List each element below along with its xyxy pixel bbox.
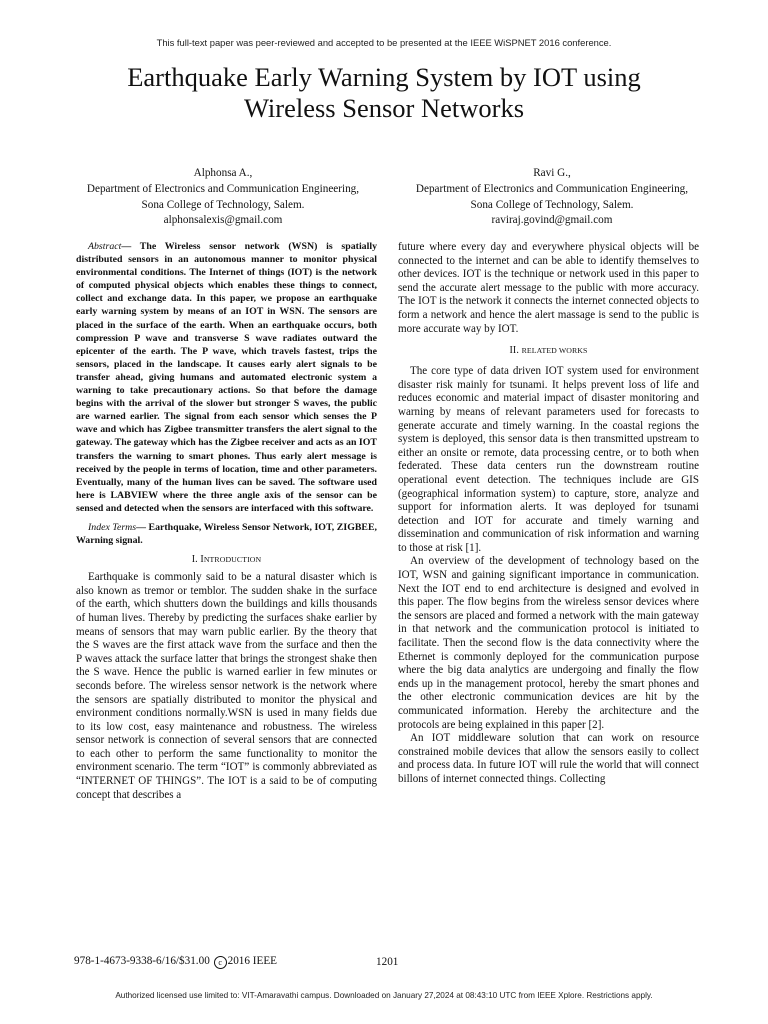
index-terms-text: — Earthquake, Wireless Sensor Network, IOT, ZIGBEE, Warning signal. xyxy=(76,521,378,547)
abstract xyxy=(76,240,377,515)
copyright-icon: c xyxy=(214,956,227,969)
author-name: Alphonsa A., xyxy=(193,167,253,179)
conference-notice: This full-text paper was peer-reviewed and accepted to be presented at the IEEE WiSPNET 2016 conference. xyxy=(156,37,612,48)
introduction-continued-paragraph: future where every day and everywhere physical objects will be connected to the internet and can be able to identify themselves to other devices. IOT is the technique or network used in this paper to send the accurate alert message to the public with more accuracy. The IOT is the network it connects the internet connected objects to form a network and hence the alert massage is send to the public is more accurate way by IOT. xyxy=(398,241,699,335)
author-email: alphonsalexis@gmail.com xyxy=(163,214,283,227)
author-college: Sona College of Technology, Salem. xyxy=(141,198,305,211)
abstract-text: — The Wireless sensor network (WSN) is spatially distributed sensors in an autonomous manner to monitor physical environmental conditions. The Internet of things (IOT) is the network of computed physical objects which enables these things to connect, collect and exchange data. In this paper, we propose an earthquake early warning system by means of an IOT in WSN. The sensors are placed in the surface of the earth. When an earthquake occurs, both compression P wave and transverse S wave radiates outward the epicenter of the earth. The P wave, which travels fastest, trips the sensors, placed in the landscape. It causes early alert signals to be transfer ahead, giving humans and automated electronic system a warning to take precautionary actions. So that before the damage begins with the arrival of the slower but stronger S waves, the public are warned earlier. The signal from each sensor which senses the P wave and which has Zigbee transmitter transfers the alert signal to the gateway. The gateway which has the Zigbee receiver and acts as an IOT transfers the warning to smart phones. Thus early alert message is received by the people in terms of location, time and other parameters. Eventually, many of the human lives can be saved. The software used here is LABVIEW where the three angle axis of the sensor can be sensed and detected when the sensors are interfaced with this software. xyxy=(76,241,377,514)
paper-title xyxy=(60,62,708,124)
related-works-paragraph-1: The core type of data driven IOT system used for environment disaster risk mainly for tsunami. It helps prevent loss of life and reduces economic and material impact of disaster monitoring and warning by means of relevant parameters used for forecasts to generate accurate and timely warning. In the coastal regions the system is deployed, this sensor data is then transmitted upstream to either an onsite or remote, data processing centre, or to both when federated. These data centers run the downstream routine operational event detection. The techniques include are GIS (geographical information system) to capture, store, analyze and support for information alerts. It was deployed for tsunami detection and IOT for accurate and timely warning and dissemination and communication of risk information and warning to those at risk [1]. xyxy=(398,365,699,554)
abstract-label: Abstract xyxy=(88,241,122,252)
left-column xyxy=(76,240,377,802)
author-name: Ravi G., xyxy=(533,167,571,179)
section-heading-related-works: II. RELATED WORKS xyxy=(509,345,588,357)
title-line-2: Wireless Sensor Networks xyxy=(243,93,525,123)
page-number: 1201 xyxy=(376,956,399,968)
index-terms xyxy=(76,521,377,547)
index-terms-label: Index Terms xyxy=(88,521,137,533)
introduction-paragraph: Earthquake is commonly said to be a natural disaster which is also known as tremor or temblor. The sudden shake in the surface of the earth, which shutters down the buildings and kills thousands of human lives. Thereby by predicting the surfaces shake earlier by means of sensors that may warn public earlier. By the theory that the S waves are the first attack wave from the surface and then the P waves attack the surface latter that brings the strongest shake then the S wave. Hence the public is warned earlier in few minutes or seconds before. The wireless sensor network is the network where the sensors are spatially distributed to monitor the physical and environment conditions normally.WSN is used in many fields due to its low cost, easy maintenance and robustness. The wireless sensor network is connection of several sensors that are connected to each other to perform the same functionality to monitor the environment scenario. The term “IOT” is commonly abbreviated as “INTERNET OF THINGS”. The IOT is a said to be of computing concept that describes a xyxy=(76,571,377,801)
author-department: Department of Electronics and Communication Engineering, xyxy=(86,182,360,195)
author-email: raviraj.govind@gmail.com xyxy=(491,214,613,227)
author-department: Department of Electronics and Communication Engineering, xyxy=(415,182,689,195)
author-college: Sona College of Technology, Salem. xyxy=(470,198,634,211)
section-heading-introduction: I. INTRODUCTION xyxy=(191,554,262,566)
license-notice: Authorized licensed use limited to: VIT-Amaravathi campus. Downloaded on January 27,2024 at 08:43:10 UTC from IEEE Xplore. Restrictions apply. xyxy=(115,991,653,1000)
title-line-1: Earthquake Early Warning System by IOT using xyxy=(127,62,641,92)
footer-isbn: 978-1-4673-9338-6/16/$31.00 c 2016 IEEE xyxy=(74,955,277,967)
right-column xyxy=(398,241,699,787)
author-block-2 xyxy=(393,166,711,229)
author-block-1 xyxy=(64,166,382,229)
related-works-paragraph-2: An overview of the development of technology based on the IOT, WSN and gaining significant importance in communication. Next the IOT end to end architecture is designed and evolved in this paper. The flow begins from the wireless sensor devices where the sensors are placed and formed a network with the main gateway in that network and the communication protocol is initiated to facilitate. Then the second flow is the data connectivity where the Ethernet is commonly deployed for the communication purpose where the big data analytics are undergoing and finally the flow ends up in the management protocol, hereby the smart phones and the other electronic communication devices are hit by the communicated information. Hereby the architecture and the protocols are being explained in this paper [2]. xyxy=(398,555,699,731)
related-works-paragraph-3: An IOT middleware solution that can work on resource constrained mobile devices that allow the sensors easily to collect and process data. In future IOT will rule the world that will connect billons of internet connected things. Collecting xyxy=(398,732,699,785)
